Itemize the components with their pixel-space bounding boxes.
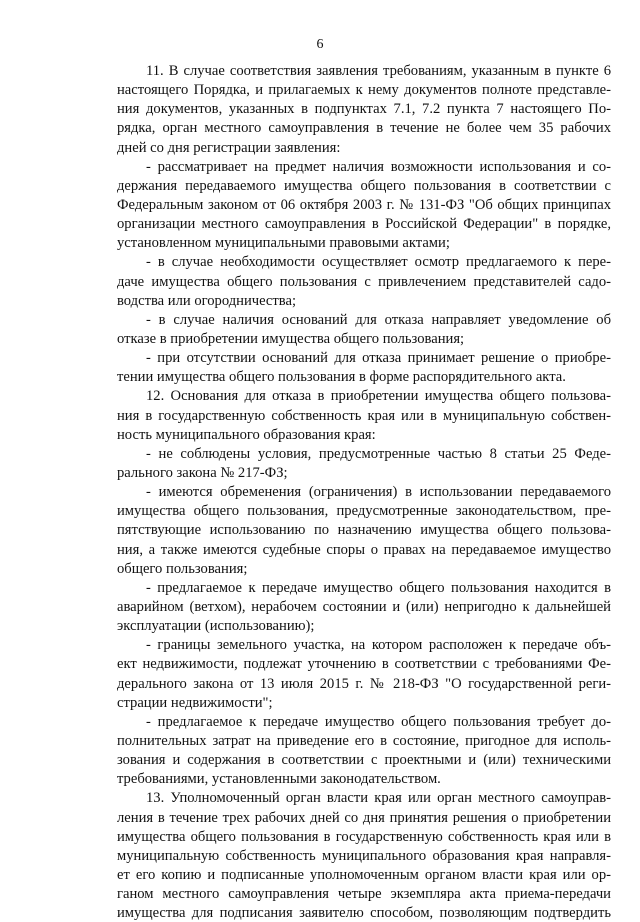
text-line: даче имущества общего пользования с привлечением представителей садо- [117,273,611,290]
text-line: пятствующие использованию по назначению имущества общего пользова- [117,522,611,539]
text-line: - не соблюдены условия, предусмотренные частью 8 статьи 25 Феде- [146,445,611,462]
text-line: - рассматривает на предмет наличия возможности использования и со- [146,158,611,175]
text-line: общего пользования; [117,560,248,577]
text-line: 12. Основания для отказа в приобретении имущества общего пользова- [146,388,611,405]
text-line: страции недвижимости"; [117,694,273,711]
text-line: ет его копию и подписанные уполномоченным органом власти края или ор- [117,866,611,883]
text-line: ния в государственную собственность края или в муниципальную собствен- [117,407,611,424]
text-line: имущества общего пользования, предусмотренные законодательством, пре- [117,503,611,520]
text-line: Федеральным законом от 06 октября 2003 г. № 131-ФЗ "Об общих принципах [117,197,611,213]
text-line: ния, а также имеются судебные споры о правах на передаваемое имущество [117,541,611,558]
text-line: ганом местного самоуправления четыре экземпляра акта приема-передачи [117,886,611,902]
text-line: - границы земельного участка, на котором расположен к передаче объ- [146,637,611,654]
text-line: 13. Уполномоченный орган власти края или орган местного самоуправ- [146,790,611,807]
text-line: зования и содержания в соответствии с проектными и (или) техническими [117,752,611,768]
text-line: настоящего Порядка, и прилагаемых к нему документов полноте представле- [117,82,611,99]
text-line: - при отсутствии оснований для отказа принимает решение о приобре- [146,350,611,367]
text-line: тении имущества общего пользования в форме распорядительного акта. [117,369,566,386]
text-line: муниципальную собственность муниципального образования края направля- [117,847,611,864]
text-line: держания передаваемого имущества общего пользования в соответствии с [117,177,611,194]
text-line: имущества общего пользования в государственную собственность края или в [117,828,611,845]
text-line: установленном муниципальными правовыми актами; [117,235,450,252]
text-line: ность муниципального образования края: [117,426,376,443]
text-line: рядка, орган местного самоуправления в течение не более чем 35 рабочих [117,120,611,137]
text-line: эксплуатации (использованию); [117,618,315,635]
text-line: дерального закона от 13 июля 2015 г. № 218-ФЗ "О государственной реги- [117,675,611,692]
text-line: дней со дня регистрации заявления: [117,139,341,156]
text-line: водства или огородничества; [117,292,297,309]
text-line: - в случае наличия оснований для отказа направляет уведомление об [146,311,611,328]
text-line: требованиями, установленными законодательством. [117,771,441,788]
text-line: - предлагаемое к передаче имущество общего пользования требует до- [146,713,611,730]
text-line: ления в течение трех рабочих дней со дня принятия решения о приобретении [117,809,611,826]
text-line: организации местного самоуправления в Российской Федерации" в порядке, [117,216,611,233]
text-line: - предлагаемое к передаче имущество общего пользования находится в [146,579,611,596]
text-line: имущества для подписания заявителю способом, позволяющим подтвердить [117,905,611,922]
text-line: аварийном (ветхом), нерабочем состоянии и (или) непригодно к дальнейшей [117,598,611,615]
page-number: 6 [316,37,324,52]
text-line: ния документов, указанных в подпунктах 7.1, 7.2 пункта 7 настоящего По- [117,101,611,118]
text-line: полнительных затрат на приведение его в состояние, пригодное для исполь- [117,732,611,749]
text-line: рального закона № 217-ФЗ; [117,464,288,481]
text-line: 11. В случае соответствия заявления требованиям, указанным в пункте 6 [146,63,611,79]
text-line: отказе в приобретении имущества общего пользования; [117,331,465,347]
text-line: - имеются обременения (ограничения) в использовании передаваемого [146,484,611,501]
text-line: ект недвижимости, подлежат уточнению в соответствии с требованиями Фе- [117,656,611,673]
text-line: - в случае необходимости осуществляет осмотр предлагаемого к пере- [146,254,611,271]
